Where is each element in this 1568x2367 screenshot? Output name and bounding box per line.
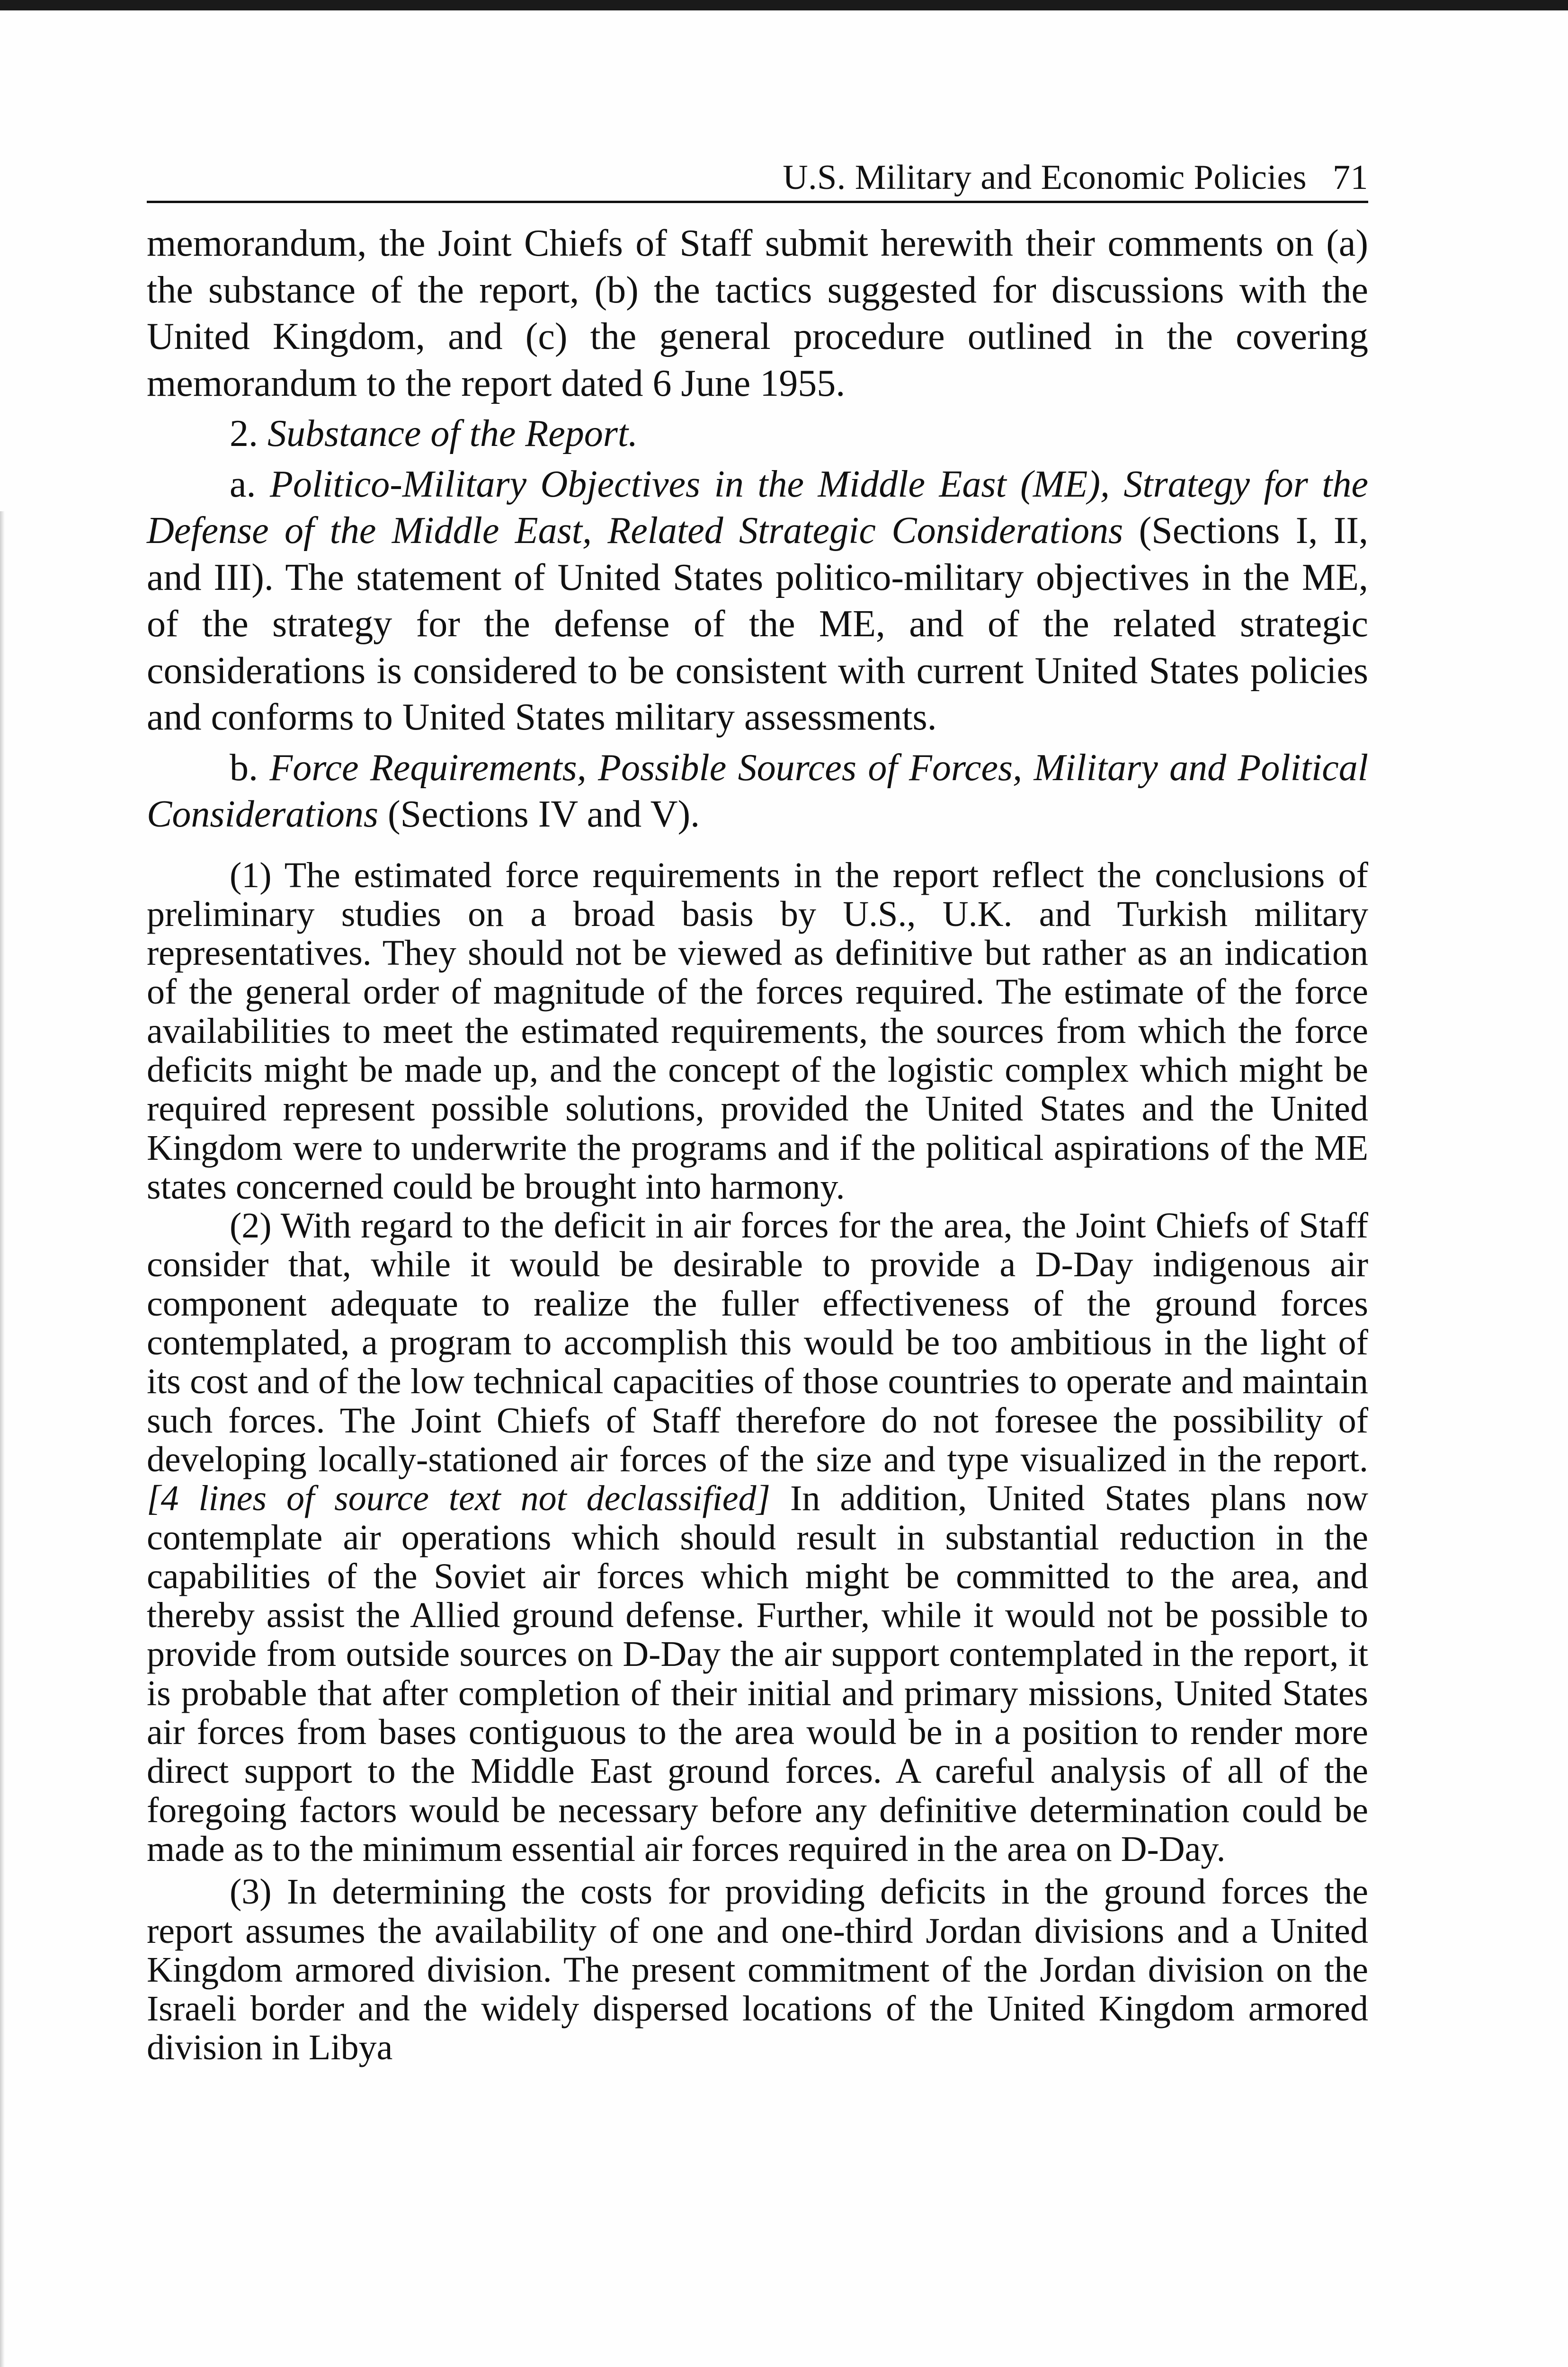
scan-top-edge xyxy=(0,0,1568,10)
paragraph-2-number: 2. xyxy=(230,413,267,454)
paragraph-a xyxy=(147,461,1368,741)
scan-left-edge xyxy=(0,511,5,2367)
paragraph-b xyxy=(147,745,1368,838)
paragraph-b-label: b. xyxy=(230,747,270,789)
subparagraph-2 xyxy=(147,1206,1368,1869)
body-text-large xyxy=(147,220,1368,838)
running-head xyxy=(783,158,1368,198)
paragraph-a-label: a. xyxy=(230,463,270,505)
running-title: U.S. Military and Economic Policies xyxy=(783,158,1307,197)
paragraph-intro: memorandum, the Joint Chiefs of Staff submit herewith their comments on (a) the substance of the report, (b) the tactics suggested for discussions with the United Kingdom, and (c) the general procedure outlined in the covering memorandum to the report dated 6 June 1955. xyxy=(147,222,1368,404)
subparagraph-1: (1) The estimated force requirements in the report reflect the conclusions of preliminary studies on a broad basis by U.S., U.K. and Turkish military representatives. They should not be viewed as definitive but rather as an indication of the general order of magnitude of the forces required. The estimate of the force availabilities to meet the estimated requirements, the sources from which the force deficits might be made up, and the concept of the logistic complex which might be required represent possible solutions, provided the United States and the United Kingdom were to underwrite the programs and if the political aspirations of the ME states concerned could be brought into harmony. xyxy=(147,855,1368,1207)
subparagraph-2-text-b: In addition, United States plans now contemplate air operations which should result in substantial reduction in the capabilities of the Soviet air forces which might be committed to the area, and thereby assist the Allied ground defense. Further, while it would not be possible to provide from outside sources on D-Day the air support contemplated in the report, it is probable that after completion of their initial and primary missions, United States air forces from bases contiguous to the area would be in a position to render more direct support to the Middle East ground forces. A careful analysis of all of the foregoing factors would be necessary before any definitive determination could be made as to the minimum essential air forces required in the area on D-Day. xyxy=(147,1478,1368,1869)
page-number: 71 xyxy=(1333,158,1368,197)
paragraph-a-title: Politico-Military Objectives in the Middle East (ME), Strategy for the Defense of the Middle East, Related Strategic Considerations xyxy=(147,463,1369,552)
page-header xyxy=(147,151,1368,203)
paragraph-2-title: Substance of the Report. xyxy=(267,413,638,454)
subparagraph-2-text-a: (2) With regard to the deficit in air forces for the area, the Joint Chiefs of Staff consider that, while it would be desirable to provide a D-Day indigenous air component adequate to realize the fuller effectiveness of the ground forces contemplated, a program to accomplish this would be too ambitious in the light of its cost and of the low technical capacities of those countries to operate and maintain such forces. The Joint Chiefs of Staff therefore do not foresee the possibility of developing locally-stationed air forces of the size and type visualized in the report. xyxy=(147,1206,1368,1479)
document-page xyxy=(147,151,1368,2067)
paragraph-2-heading xyxy=(147,410,1368,457)
body-text-small xyxy=(147,856,1368,2067)
declassification-note: [4 lines of source text not declassified] xyxy=(147,1478,771,1519)
subparagraph-3: (3) In determining the costs for providing deficits in the ground forces the report assumes the availability of one and one-third Jordan divisions and a United Kingdom armored division. The present commitment of the Jordan division on the Israeli border and the widely dispersed locations of the United Kingdom armored division in Libya xyxy=(147,1872,1368,2068)
paragraph-b-text: (Sections IV and V). xyxy=(378,793,700,835)
paragraph-a-text: (Sections I, II, and III). The statement of United States politico-military objectives in the ME, of the strategy for the defense of the ME, and of the related strategic considerations is considered to be consistent with current United States policies and conforms to United States military assessments. xyxy=(147,510,1368,738)
paragraph-b-title: Force Requirements, Possible Sources of Forces, Military and Political Considerations xyxy=(147,747,1369,835)
